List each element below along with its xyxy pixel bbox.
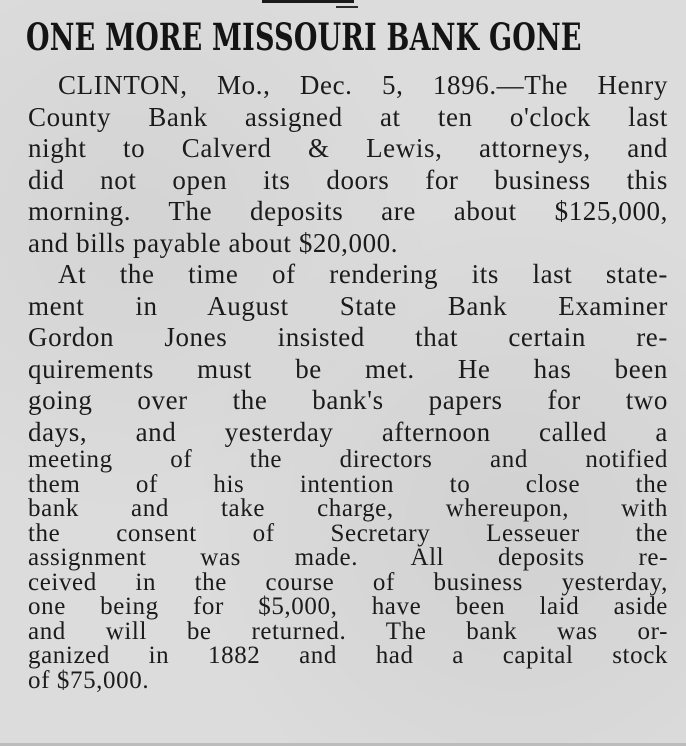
headline: ONE MORE MISSOURI BANK GONE <box>26 15 582 59</box>
article-line: going over the bank's papers for two <box>28 385 668 415</box>
article-line: bank and take charge, whereupon, with <box>28 495 668 522</box>
article-line: and bills payable about $20,000. <box>28 227 399 258</box>
article-line: night to Calverd & Lewis, attorneys, and <box>28 133 668 163</box>
article-line: meeting of the directors and notified <box>28 446 668 473</box>
article-line: morning. The deposits are about $125,000, <box>28 196 668 226</box>
article-line: County Bank assigned at ten o'clock last <box>28 101 668 132</box>
article-line: of $75,000. <box>28 666 150 694</box>
article-line: assignment was made. All deposits re- <box>28 544 668 571</box>
article-line: did not open its doors for business this <box>28 164 668 195</box>
article-line: and will be returned. The bank was or- <box>28 617 668 645</box>
article-body <box>28 70 668 693</box>
article-line: days, and yesterday afternoon called a <box>28 416 668 447</box>
article-line: the consent of Secretary Lesseuer the <box>28 519 668 547</box>
article-line: ganized in 1882 and had a capital stock <box>28 642 668 669</box>
article-line: quirements must be met. He has been <box>28 353 668 384</box>
top-rule <box>262 0 354 3</box>
article-line: ment in August State Bank Examiner <box>28 290 668 321</box>
article-line: one being for $5,000, have been laid aside <box>28 593 668 620</box>
article-line: Gordon Jones insisted that certain re- <box>28 322 668 352</box>
article-line: ceived in the course of business yesterday, <box>28 568 668 596</box>
top-dash <box>336 6 358 8</box>
article-line: At the time of rendering its last state- <box>58 259 668 289</box>
article-line: CLINTON, Mo., Dec. 5, 1896.—The Henry <box>58 70 668 100</box>
article-line: them of his intention to close the <box>28 470 668 498</box>
